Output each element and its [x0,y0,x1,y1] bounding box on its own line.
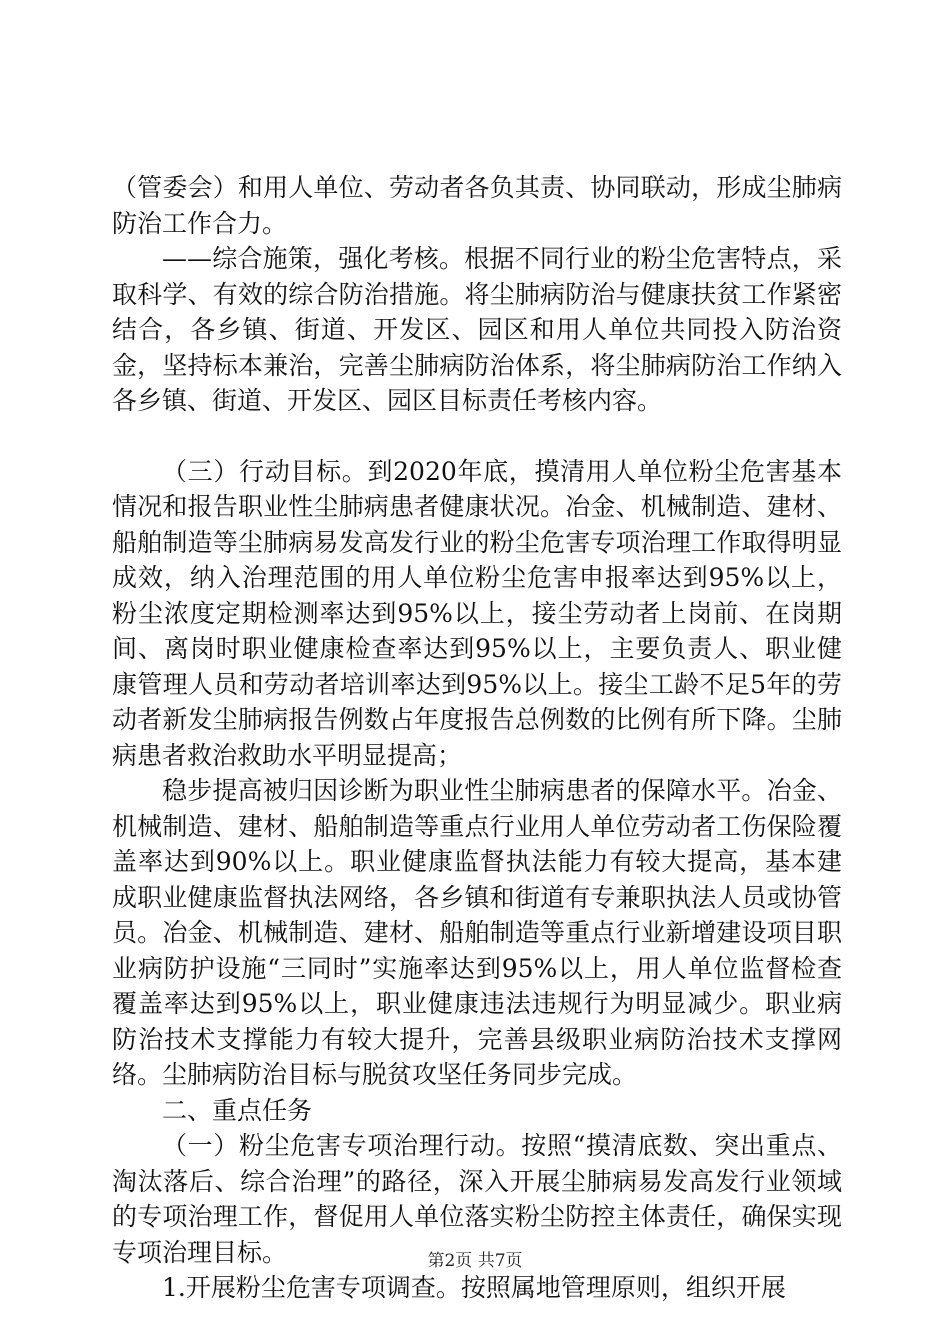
paragraph-5: （一）粉尘危害专项治理行动。按照“摸清底数、突出重点、淘汰落后、综合治理”的路径，深入开展尘肺病易发高发行业领域的专项治理工作，督促用人单位落实粉尘防控主体责任，确保实现专项治理目标。 [112,1131,842,1267]
paragraph-4: 稳步提高被归因诊断为职业性尘肺病患者的保障水平。冶金、机械制造、建材、船舶制造等重点行业用人单位劳动者工伤保险覆盖率达到90%以上。职业健康监督执法能力有较大提高，基本建成职业健康监督执法网络，各乡镇和街道有专兼职执法人员或协管员。冶金、机械制造、建材、船舶制造等重点行业新增建设项目职业病防护设施“三同时”实施率达到95%以上，用人单位监督检查覆盖率达到95%以上，职业健康违法违规行为明显减少。职业病防治技术支撑能力有较大提升，完善县级职业病防治技术支撑网络。尘肺病防治目标与脱贫攻坚任务同步完成。 [112,776,842,1089]
section-heading: 二、重点任务 [162,1095,313,1125]
paragraph-1: （管委会）和用人单位、劳动者各负其责、协同联动，形成尘肺病防治工作合力。 [112,173,842,238]
page-footer: 第2页 共7页 [427,1251,523,1271]
paragraph-3: （三）行动目标。到2020年底，摸清用人单位粉尘危害基本情况和报告职业性尘肺病患者健康状况。冶金、机械制造、建材、船舶制造等尘肺病易发高发行业的粉尘危害专项治理工作取得明显成效，纳入治理范围的用人单位粉尘危害申报率达到95%以上，粉尘浓度定期检测率达到95%以上，接尘劳动者上岗前、在岗期间、离岗时职业健康检查率达到95%以上，主要负责人、职业健康管理人员和劳动者培训率达到95%以上。接尘工龄不足5年的劳动者新发尘肺病报告例数占年度报告总例数的比例有所下降。尘肺病患者救治救助水平明显提高； [112,456,842,770]
paragraph-6: 1.开展粉尘危害专项调查。按照属地管理原则，组织开展 [162,1273,786,1302]
document-body [112,170,842,1306]
paragraph-2: ——综合施策，强化考核。根据不同行业的粉尘危害特点，采取科学、有效的综合防治措施。将尘肺病防治与健康扶贫工作紧密结合，各乡镇、街道、开发区、园区和用人单位共同投入防治资金，坚持标本兼治，完善尘肺病防治体系，将尘肺病防治工作纳入各乡镇、街道、开发区、园区目标责任考核内容。 [112,244,842,415]
